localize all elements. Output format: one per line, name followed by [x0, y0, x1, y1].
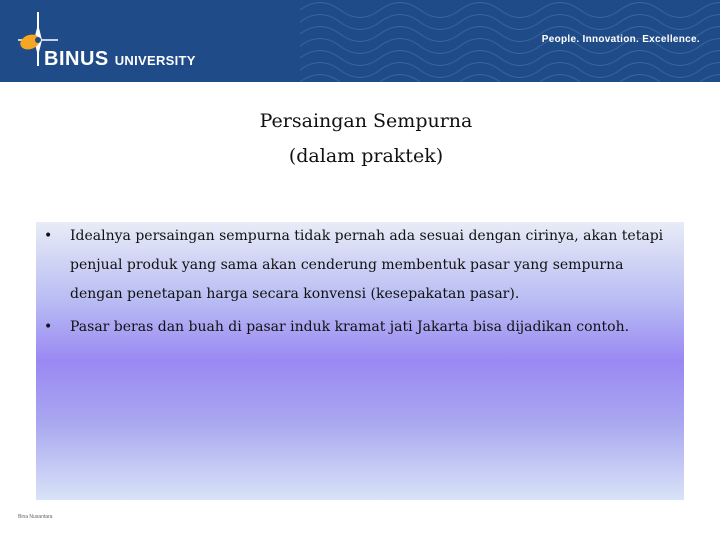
logo-wordmark — [44, 48, 196, 71]
bullet-list — [40, 222, 680, 346]
logo-sub: UNIVERSITY — [114, 53, 196, 68]
bullet-dot-icon: • — [44, 228, 53, 244]
title-line-1: Persaingan Sempurna — [259, 110, 473, 132]
bullet-text: Pasar beras dan buah di pasar induk kramat jati Jakarta bisa dijadikan contoh. — [70, 319, 630, 335]
bullet-item — [40, 222, 680, 309]
logo-brand: BINUS — [44, 48, 109, 70]
bullet-dot-icon: • — [44, 319, 53, 335]
tagline: People. Innovation. Excellence. — [541, 34, 700, 45]
bullet-item — [40, 313, 680, 342]
footer-note: Bina Nusantara — [18, 514, 53, 520]
title-line-2: (dalam praktek) — [288, 145, 444, 167]
bullet-text: Idealnya persaingan sempurna tidak pernah ada sesuai dengan cirinya, akan tetapi penjual produk yang sama akan cenderung membentuk pasar yang sempurna dengan penetapan harga secara konvensi (kesepakatan pasar). — [70, 228, 664, 302]
binus-logo — [14, 10, 214, 72]
header-bar — [0, 0, 720, 82]
slide-title — [0, 104, 720, 174]
